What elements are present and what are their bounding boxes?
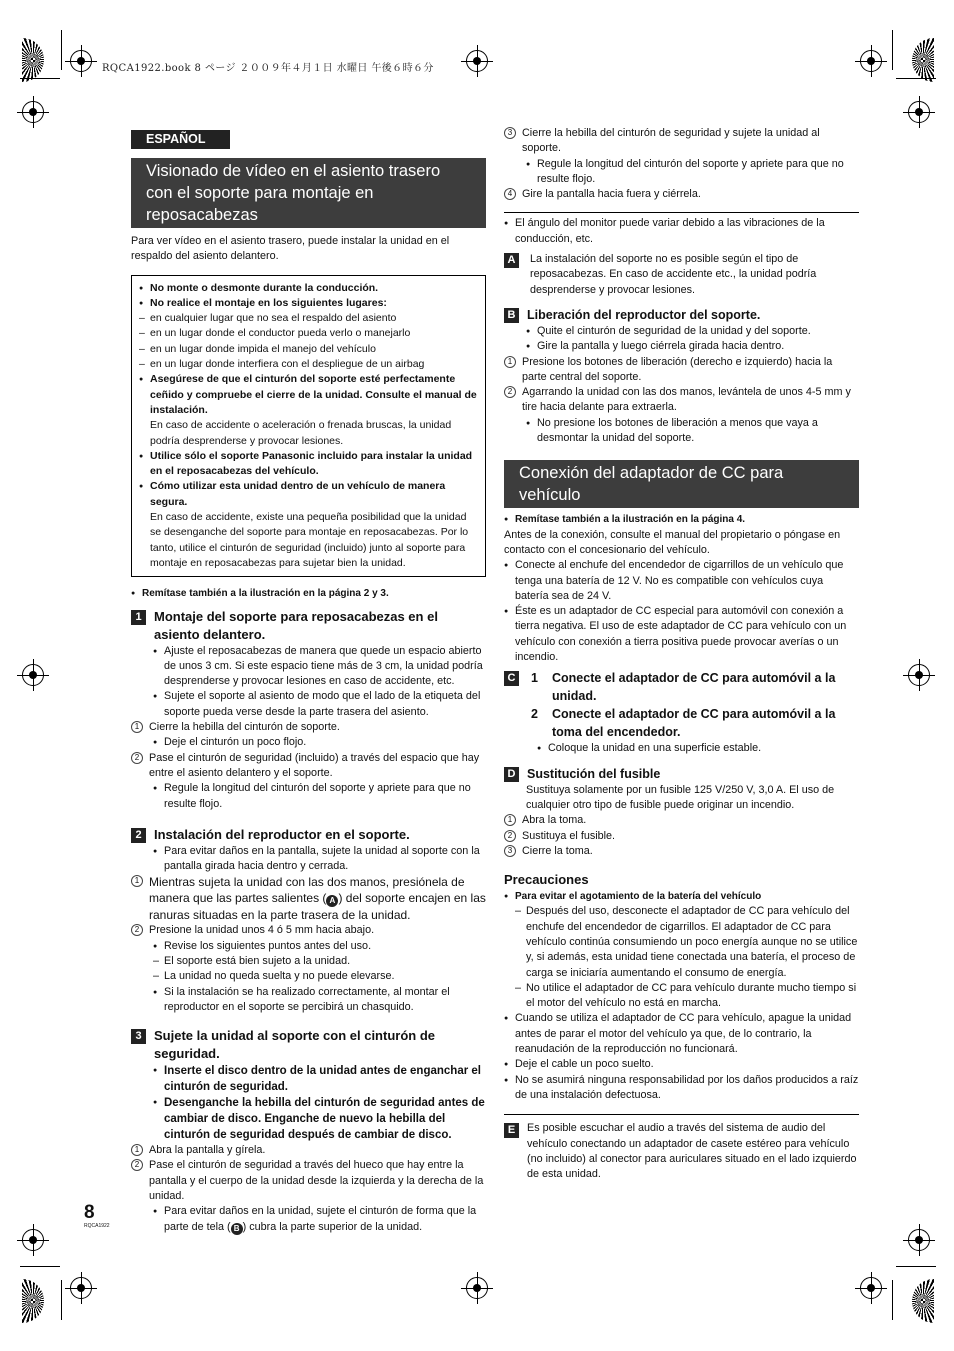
warning-item: ● Utilice sólo el soporte Panasonic incluido para instalar la unidad en el reposacabezas del vehículo. [139, 449, 478, 480]
numbered-text: Abra la pantalla y gírela. [149, 1144, 266, 1157]
precautions-title: Precauciones [504, 872, 589, 888]
page-code: RQCA1922 [84, 1223, 110, 1229]
label-b-badge: B [504, 308, 519, 323]
circled-number: 1 [131, 875, 143, 887]
registration-target-mark [466, 1277, 488, 1299]
connect-step-1 [504, 669, 859, 705]
warning-item: ● Asegúrese de que el cinturón del soporte esté perfectamente ceñido y compruebe el cierre de la unidad. Consulte el manual de instalación. [139, 372, 478, 418]
warning-item: ● Cómo utilizar esta unidad dentro de un vehículo de manera segura. [139, 479, 478, 510]
numbered-item [504, 187, 859, 202]
page-number: 8 [84, 1202, 95, 1223]
numbered-text: Pase el cinturón de seguridad (incluido) a través del espacio que hay entre el asiento delantero y el soporte. [149, 751, 480, 779]
crop-mark [892, 30, 893, 70]
registration-target-mark [908, 1229, 930, 1251]
numbered-text: Agarrando la unidad con las dos manos, levántela de unos 4-5 mm y tire hacia delante para extraerla. [522, 386, 851, 414]
print-header-line: RQCA1922.book 8 ページ ２００９年４月１日 水曜日 午後６時６分 [102, 63, 434, 74]
circled-number: 2 [131, 752, 143, 764]
numbered-item [504, 829, 859, 844]
numbered-item [131, 923, 486, 938]
crop-mark [20, 78, 60, 79]
fuse-heading [504, 765, 859, 783]
registration-target-mark [22, 101, 44, 123]
step-title: Conecte el adaptador de CC para automóvil a la unidad. [552, 671, 836, 704]
circled-number: 3 [504, 127, 516, 139]
mark-b-icon: B [231, 1223, 243, 1235]
registration-target-mark [70, 1277, 92, 1299]
bullet-item: ● Ajuste el reposacabezas de manera que quede un espacio abierto de unos 3 cm. Si este espacio tiene más de 3 cm, la unidad podría desprenderse y provocar lesiones en caso de accidente, etc. [153, 644, 486, 690]
crop-mark [892, 1280, 893, 1320]
registration-target-mark [70, 50, 92, 72]
dash-item: – No utilice el adaptador de CC para vehículo durante mucho tiempo si el motor del vehículo no está en marcha. [515, 981, 859, 1012]
step-number: 2 [531, 707, 538, 722]
language-label: ESPAÑOL [131, 130, 230, 149]
crop-mark [61, 1280, 62, 1320]
warning-detail: En caso de accidente o aceleración o frenada bruscas, la unidad podría desprenderse y provocar lesiones. [150, 419, 452, 447]
crop-mark [20, 1266, 60, 1267]
circled-number: 2 [131, 924, 143, 936]
warning-item: ● No realice el montaje en los siguientes lugares: [139, 296, 478, 311]
note-e [504, 1114, 859, 1182]
registration-fan-mark [22, 38, 44, 82]
registration-target-mark [466, 50, 488, 72]
numbered-item [504, 385, 859, 416]
registration-fan-mark [912, 1279, 934, 1323]
numbered-text: Mientras sujeta la unidad con las dos manos, presiónela de manera que las partes salientes ( [149, 875, 465, 906]
bullet-item: ● Cuando se utiliza el adaptador de CC para vehículo, apague la unidad antes de parar el motor del vehículo ya que, de lo contrario, la reanudación de la reproducción no funcionará. [504, 1011, 859, 1057]
bullet-item: ● Inserte el disco dentro de la unidad antes de enganchar el cinturón de seguridad. [153, 1063, 486, 1095]
numbered-text: Sustituya el fusible. [522, 829, 616, 842]
circled-number: 3 [504, 845, 516, 857]
warning-subitem: – en un lugar donde el conductor pueda verlo o manejarlo [139, 326, 478, 341]
numbered-text: Abra la toma. [522, 814, 587, 827]
bullet-item: ● Sujete el soporte al asiento de modo que el lado de la etiqueta del soporte pueda verse desde la parte trasera del asiento. [153, 689, 486, 720]
registration-target-mark [860, 1277, 882, 1299]
warning-box [131, 275, 486, 578]
registration-target-mark [908, 101, 930, 123]
label-a-badge: A [504, 253, 519, 268]
numbered-item [131, 720, 486, 735]
numbered-text: Gire la pantalla hacia fuera y ciérrela. [522, 188, 701, 201]
numbered-item [504, 844, 859, 859]
mark-a-icon: A [326, 895, 338, 907]
fuse-title: Sustitución del fusible [527, 766, 661, 781]
note-a [504, 252, 859, 298]
registration-target-mark [860, 50, 882, 72]
left-column [131, 158, 486, 1235]
numbered-text: Presione la unidad unos 4 ó 5 mm hacia abajo. [149, 924, 375, 937]
numbered-text: Cierre la hebilla del cinturón de seguridad y sujete la unidad al soporte. [522, 127, 820, 155]
bullet-item: ● Gire la pantalla y luego ciérrela girada hacia dentro. [526, 339, 859, 354]
numbered-item [504, 355, 859, 386]
circled-number: 1 [131, 1144, 143, 1156]
paragraph: Antes de la conexión, consulte el manual del propietario o póngase en contacto con el concesionario del vehículo. [504, 528, 841, 556]
note-e-text: Es posible escuchar el audio a través del sistema de audio del vehículo conectando un adaptador de casete estéreo para vehículo (no incluido) al conector para auriculares situado en el lado izquierdo de esta unidad. [527, 1122, 857, 1181]
bullet-item: ● Regule la longitud del cinturón del soporte y apriete para que no resulte flojo. [153, 781, 486, 812]
bullet-item: ● No se asumirá ninguna responsabilidad por los daños producidos a raíz de una instalación defectuosa. [504, 1073, 859, 1104]
numbered-text: Cierre la hebilla del cinturón de soporte. [149, 721, 340, 734]
numbered-text: Cierre la toma. [522, 844, 593, 857]
step-1-body [131, 644, 486, 720]
bullet-item: ● Revise los siguientes puntos antes del uso. [153, 939, 486, 954]
section-title-2: Conexión del adaptador de CC para vehículo [504, 460, 859, 508]
numbered-item [131, 874, 486, 923]
circled-number: 4 [504, 188, 516, 200]
circled-number: 1 [131, 721, 143, 733]
step-title: Conecte el adaptador de CC para automóvil a la toma del encendedor. [552, 707, 836, 740]
bullet-item: ● Deje el cinturón un poco flojo. [153, 735, 486, 750]
numbered-text: Presione los botones de liberación (derecho e izquierdo) hacia la parte central del soporte. [522, 355, 833, 383]
step-badge: 2 [131, 828, 146, 843]
reference-note: ● Remítase también a la ilustración en la página 4. [504, 512, 859, 527]
bullet-item [153, 1204, 486, 1235]
bullet-text: Para evitar daños en la unidad, sujete el cinturón de forma que la parte de tela ( [164, 1205, 477, 1233]
step-title: Instalación del reproductor en el soporte. [154, 826, 410, 842]
step-3-heading [131, 1027, 486, 1063]
reference-note: ● Remítase también a la ilustración en la página 2 y 3. [131, 586, 486, 601]
bullet-item: ● Desenganche la hebilla del cinturón de seguridad antes de cambiar de disco. Enganche de nuevo la hebilla del cinturón de seguridad después de cambiar de disco. [153, 1095, 486, 1143]
registration-target-mark [22, 1229, 44, 1251]
bullet-item: ● Deje el cable un poco suelto. [504, 1057, 859, 1072]
step-2-heading [131, 826, 486, 844]
bullet-item: ● Éste es un adaptador de CC especial para automóvil con conexión a tierra negativa. El uso de este adaptador de CC para vehículo con un vehículo con conexión a tierra positiva puede provocar averías o un incendio. [504, 604, 859, 665]
intro-text: Para ver vídeo en el asiento trasero, puede instalar la unidad en el respaldo del asiento delantero. [131, 235, 450, 263]
note-a-text: La instalación del soporte no es posible según el tipo de reposacabezas. En caso de accidente etc., la unidad podría desprenderse y provocar lesiones. [530, 253, 817, 296]
numbered-text: Pase el cinturón de seguridad a través del hueco que hay entre la pantalla y el cuerpo de la unidad desde la izquierda y la derecha de la unidad. [149, 1159, 484, 1203]
warning-item: ● No monte o desmonte durante la conducción. [139, 281, 478, 296]
bullet-item: ● No presione los botones de liberación a menos que vaya a desmontar la unidad del soporte. [526, 416, 859, 447]
crop-mark [896, 78, 936, 79]
release-heading [504, 306, 859, 324]
circled-number: 2 [131, 1159, 143, 1171]
section-title: Visionado de vídeo en el asiento trasero con el soporte para montaje en reposacabezas [131, 158, 486, 228]
label-c-badge: C [504, 671, 519, 686]
registration-target-mark [908, 664, 930, 686]
circled-number: 1 [504, 356, 516, 368]
step-title: Montaje del soporte para reposacabezas en el asiento delantero. [154, 608, 438, 642]
numbered-text: ) del soporte encajen en las ranuras situadas en la parte trasera de la unidad. [149, 891, 486, 923]
bullet-item: ● Conecte al enchufe del encendedor de cigarrillos de un vehículo que tenga una batería de 12 V. No es compatible con vehículos cuya batería sea de 24 V. [504, 558, 859, 604]
crop-mark [61, 30, 62, 70]
precautions-heading: ● Para evitar el agotamiento de la batería del vehículo [504, 889, 859, 904]
warning-detail: En caso de accidente, existe una pequeña posibilidad que la unidad se desenganche del soporte para montaje en reposacabezas. Por lo tanto, utilice el cinturón de seguridad (incluido) junto al soporte para montaje en reposacabezas para sujetar bien la unidad. [150, 511, 469, 569]
label-d-badge: D [504, 767, 519, 782]
warning-subitem: – en un lugar donde impida el manejo del vehículo [139, 342, 478, 357]
numbered-item [131, 1143, 486, 1158]
bullet-item: ● Si la instalación se ha realizado correctamente, al montar el reproductor en el soporte se percibirá un chasquido. [153, 985, 486, 1016]
right-column [504, 126, 859, 1182]
release-title: Liberación del reproductor del soporte. [527, 307, 761, 322]
numbered-item [131, 751, 486, 782]
numbered-item [504, 126, 859, 157]
bullet-item: ● Para evitar daños en la pantalla, sujete la unidad al soporte con la pantalla girada hacia dentro y cerrada. [153, 844, 486, 875]
dash-item: – La unidad no queda suelta y no puede elevarse. [153, 969, 486, 984]
circled-number: 1 [504, 814, 516, 826]
connect-step-2 [504, 705, 859, 741]
registration-target-mark [22, 664, 44, 686]
step-1-heading [131, 608, 486, 644]
bullet-text: ) cubra la parte superior de la unidad. [242, 1220, 423, 1233]
dash-item: – El soporte está bien sujeto a la unidad. [153, 954, 486, 969]
bullet-item: ● Quite el cinturón de seguridad de la unidad y del soporte. [526, 324, 859, 339]
step-badge: 3 [131, 1029, 146, 1044]
registration-fan-mark [22, 1279, 44, 1323]
numbered-item [504, 813, 859, 828]
step-title: Sujete la unidad al soporte con el cinturón de seguridad. [154, 1028, 435, 1062]
step-number: 1 [531, 671, 538, 686]
crop-mark [896, 1266, 936, 1267]
circled-number: 2 [504, 386, 516, 398]
circled-number: 2 [504, 830, 516, 842]
registration-fan-mark [912, 38, 934, 82]
bullet-item: ● Coloque la unidad en una superficie estable. [537, 741, 859, 756]
warning-subitem: – en cualquier lugar que no sea el respaldo del asiento [139, 311, 478, 326]
dash-item: – Después del uso, desconecte el adaptador de CC para vehículo del enchufe del encendedor de cigarrillos. El adaptador de CC para vehículo continúa consumiendo un poco energía aunque no se utilice y, si además, esta unidad tiene conectada una batería, el proceso de carga se iniciaría aumentando el consumo de energía. [515, 904, 859, 980]
warning-subitem: – en un lugar donde interfiera con el despliegue de un airbag [139, 357, 478, 372]
label-e-badge: E [504, 1123, 519, 1138]
step-badge: 1 [131, 610, 146, 625]
numbered-item [131, 1158, 486, 1204]
note-item: ● El ángulo del monitor puede variar debido a las vibraciones de la conducción, etc. [504, 216, 859, 247]
bullet-item: ● Regule la longitud del cinturón del soporte y apriete para que no resulte flojo. [526, 157, 859, 188]
fuse-text: Sustituya solamente por un fusible 125 V/250 V, 3,0 A. El uso de cualquier otro tipo de fusible puede originar un incendio. [526, 783, 835, 811]
